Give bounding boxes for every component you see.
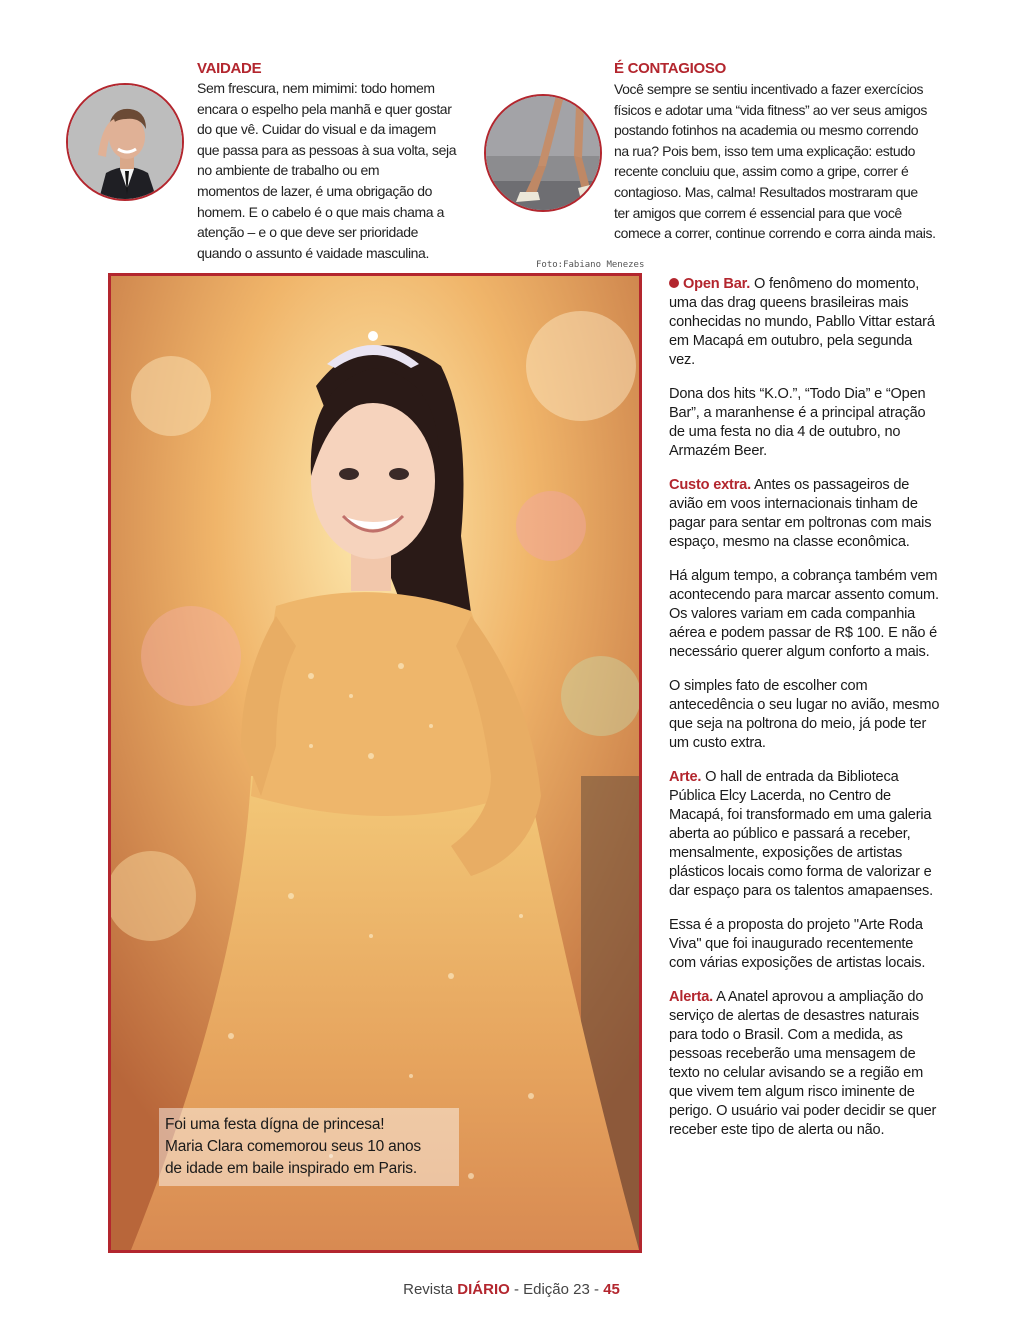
alerta-paragraph: [669, 988, 941, 1140]
contagioso-line: na rua? Pois bem, isso tem uma explicação: estudo: [614, 142, 916, 159]
footer-edition: - Edição 23 -: [509, 1281, 604, 1298]
open-bar-paragraph: [669, 275, 941, 370]
custo-text: Antes os passageiros de avião em voos internacionais tinham de pagar para sentar em poltronas com mais espaço, mesmo na classe econômica.: [669, 477, 932, 550]
news-column: [669, 275, 941, 1155]
runner-legs-image: [486, 96, 602, 212]
contagioso-line: postando fotinhos na academia ou mesmo correndo: [614, 122, 919, 139]
bullet-dot-icon: [669, 278, 679, 288]
vaidade-title: VAIDADE: [197, 60, 262, 77]
contagioso-line: comece a correr, continue correndo e corra ainda mais.: [614, 225, 936, 242]
vaidade-text: [197, 78, 477, 263]
contagioso-line: contagioso. Mas, calma! Resultados mostraram que: [614, 183, 918, 200]
runner-legs-thumbnail: [484, 94, 602, 212]
custo-lead: Custo extra.: [669, 477, 751, 493]
arte-paragraph-2: Essa é a proposta do projeto "Arte Roda Viva" que foi inaugurado recentemente com várias exposições de artistas locais.: [669, 917, 926, 971]
open-bar-lead: Open Bar.: [683, 276, 751, 292]
contagioso-line: Você sempre se sentiu incentivado a fazer exercícios: [614, 81, 924, 97]
contagioso-title: É CONTAGIOSO: [614, 60, 726, 77]
vaidade-line: que passa para as pessoas à sua volta, seja: [197, 141, 457, 158]
custo-paragraph: [669, 476, 941, 552]
alerta-text: A Anatel aprovou a ampliação do serviço de alertas de desastres naturais para todo o Brasil. Com a medida, as pessoas receberão uma mensagem de texto no celular avisando se a região em que vivem tem algum risco iminente de perigo. O usuário vai poder decidir se quer receber este tipo de alerta ou não.: [669, 989, 937, 1138]
arte-text: O hall de entrada da Biblioteca Pública Elcy Lacerda, no Centro de Macapá, foi transformado em uma galeria aberta ao público e passará a receber, mensalmente, exposições de artistas plásticos locais como forma de valorizar e dar espaço para os talentos amapaenses.: [669, 769, 933, 899]
open-bar-paragraph-2: Dona dos hits “K.O.”, “Todo Dia” e “Open Bar”, a maranhense é a principal atração de uma festa no dia 4 de outubro, no Armazém Beer.: [669, 386, 926, 459]
alerta-lead: Alerta.: [669, 989, 714, 1005]
footer-brand: DIÁRIO: [457, 1281, 510, 1298]
vaidade-line: encara o espelho pela manhã e quer gostar: [197, 100, 452, 117]
custo-paragraph-2: Há algum tempo, a cobrança também vem acontecendo para marcar assento comum. Os valores variam em cada companhia aérea e podem passar de R$ 100. E não é necessário querer algum conforto a mais.: [669, 568, 939, 660]
vaidade-line: Sem frescura, nem mimimi: todo homem: [197, 80, 435, 96]
page-footer: [0, 1281, 1023, 1298]
vaidade-line: homem. E o cabelo é o que mais chama a: [197, 203, 445, 220]
page-number: 45: [603, 1281, 620, 1298]
vaidade-line: no ambiente de trabalho ou em: [197, 162, 380, 179]
contagioso-line: ter amigos que correm é essencial para que você: [614, 204, 902, 221]
photo-credit: Foto:Fabiano Menezes: [536, 260, 645, 270]
caption-line: Foi uma festa dígna de princesa!: [165, 1116, 385, 1133]
vaidade-line: atenção – e o que deve ser prioridade: [197, 224, 419, 241]
princess-girl-illustration: [111, 276, 639, 1250]
arte-paragraph: [669, 768, 941, 901]
arte-lead: Arte.: [669, 769, 702, 785]
contagioso-text: [614, 79, 944, 244]
man-portrait-thumbnail: [66, 83, 184, 201]
contagioso-line: físicos e adotar uma “vida fitness” ao ver seus amigos: [614, 101, 927, 118]
vaidade-line: quando o assunto é vaidade masculina.: [197, 244, 429, 261]
caption-line: de idade em baile inspirado em Paris.: [165, 1160, 417, 1177]
custo-paragraph-3: O simples fato de escolher com antecedência o seu lugar no avião, mesmo que seja na poltrona do meio, já pode ter um custo extra.: [669, 678, 940, 751]
caption-line: Maria Clara comemorou seus 10 anos: [165, 1138, 421, 1155]
photo-caption: [159, 1108, 459, 1186]
open-bar-text: O fenômeno do momento, uma das drag queens brasileiras mais conhecidas no mundo, Pabllo Vittar estará em Macapá em outubro, pela segunda vez.: [669, 276, 935, 368]
man-portrait-image: [68, 85, 184, 201]
footer-prefix: Revista: [403, 1281, 458, 1298]
vaidade-line: do que vê. Cuidar do visual e da imagem: [197, 121, 436, 138]
vaidade-line: momentos de lazer, é uma obrigação do: [197, 182, 433, 199]
contagioso-line: recente concluiu que, assim como a gripe, correr é: [614, 163, 909, 180]
main-photo: [108, 273, 642, 1253]
